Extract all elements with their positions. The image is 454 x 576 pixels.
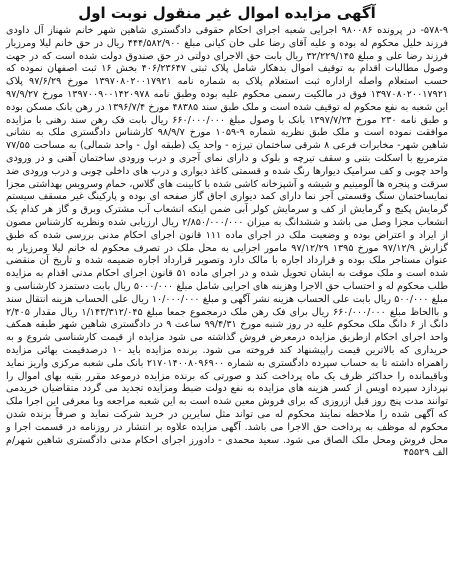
notice-title: آگهی مزایده اموال غیر منقول نوبت اول bbox=[78, 4, 376, 22]
notice-body: ۵۷۸-۹- در پرونده ۹۸۰۰۸۶ اجرایی شعبه اجرای احکام حقوقی دادگستری شاهین شهر خانم شهناز آل داودی فرزند خلیل محکوم له بوده و علیه آقای رضا علی خان کیانی مبلغ ۴۴۴/۵۸۲/۹۰۰ ریال در حق خانم لیلا ومرزیار فرزند رضا علی و مبلغ ۳۲/۲۲۹/۱۴۵ ریال بابت حق الاجرای دولتی در حق صندوق دولت شده است که در جهت وصول مطالبات اقدام به توقیف اموال بدهکار شامل پلاک ثبتی ۴۰۶/۲۳۶۴۷ بخش ۱۶ ثبت اصفهان نموده که حسب استعلام واصله ازاداره ثبت استعلام پلاک به شماره نامه ۱۳۹۷۰۸۰۲۰۰۱۷۹۲۱ مورخ ۹۷/۶/۲۹ پلاک ۱۳۹۷۰۸۰۲۰۰۱۷۹۲۱ فوق در مالکیت رسمی محکوم علیه بوده وطبق نامه ۱۳۹۷۰۰۹۰۰۱۴۲۰۹۷۸ مورخ ۹۷/۹/۲۷ این شعبه به نفع محکوم له توقیف شده است و ملک طبق سند ۴۸۳۸۵ مورخ ۱۳۹۶/۷/۴ در رهن بانک مسکن بوده و طبق نامه ۲۳۰ مورخ ۱۳۹۷/۷/۲۴ بانک با وصول مبلغ ۶۶۰/۰۰۰/۰۰۰ ریال بابت فک رهن سند رهنی با مزایده موافقت نموده است و ملک طبق نظریه شماره ۹-۱۰۵۹ مورخ ۹۸/۹/۷ کارشناس دادگستری ملک به نشانی شاهین شهر- مخابرات فرعی ۸ شرقی ساختمان تیرژه - واحد یک (طبقه اول - واحد شمالی) به مساحت ۷۷/۵۵ مترمربع با اسکلت بتنی و سقف تیرچه و بلوک و دارای نمای آجری و درب ورودی ساختمان آهنی و در ورودی واحد چوبی و کف سرامیک دیوارها رنگ شده و قسمتی کاغذ دیواری و درب های داخلی چوبی و درب ورودی ضد سرقت و پنجره ها آلومینیم و شیشه و آشپزخانه کاشی شده با کابینت های گلاس، حمام وسرویس بهداشتی مجزا نمایساختمان سنگ وقسمتی آجر نما دارای کمد دیواری اجاق گاز صفحه ای بوده و پارکینگ غیر مسقف سیستم گرمایش پکیج و گرمایش از کف و سرمایش کولر آبی ضمن اینکه انشعاب آب مشترک وبرق و گاز هر کدام یک انشعاب مجزا وصل می باشد و ششدانگ به میزان ۲/۸۵۰/۰۰۰/۰۰۰ ریال ارزیابی شده ونظریه کارشناس مصون از ایراد و اعتراض بوده و وضعیت ملک در اجرای ماده ۱۱۱ قانون اجرای احکام مدنی بررسی شده که طبق گزارش ۹۷/۱۲/۹ مورخ ۱۳۹۵ ۹۷/۱۲/۲۹ مامور اجرایی به محل ملک در تصرف محکوم له خانم لیلا ومرزیار به عنوان مستاجر ملک بوده و قرارداد اجاره با مالک دارد وتصویر قرارداد اجاره ضمیمه شده و تاریخ آن منقضی شده است و ملک موقت به ایشان تحویل شده و در اجرای ماده ۵۱ قانون اجرای احکام مدنی اقدام به مزایده طلب محکوم له و احتساب حق الاجرا وهزینه های اجرایی شامل مبلغ ۵۰۰۰/۰۰۰ ریال بابت دستمزد کارشناسی و مبلغ ۵۰۰/۰۰۰ ریال بابت علی الحساب هزینه نشر آگهی و مبلغ ۱۰/۰۰۰/۰۰۰ ریال علی الحساب هزینه انتقال سند و باالحاظ مبلغ ۶۶۰/۰۰۰/۰۰۰ ریال برای فک رهن ملک درمجموع جمعا مبلغ ۱/۱۴۳/۳۱۲/۰۴۵ ریال مقدار ۲/۴۰۵ دانگ از ۶ دانگ ملک محکوم علیه در روز شنبه مورخ ۹۹/۴/۳۱ ساعت ۹ در دادگستری شاهین شهر طبقه همکف واحد اجرای احکام ازطریق مزایده درمعرض فروش گذاشته می شود مزایده از قیمت کارشناسی شروع و به خریداری که بالاترین قیمت راپیشنهاد کند فروخته می شود. برنده مزایده باید ۱۰ درصدقیمت بهائی مزایده راهمراه داشته تا به حساب سپرده دادگستری به شماره ۲۱۷۰۱۴۰۰۸۰۹۶۹۰۰ بانک ملی شعبه مرکزی واریز نماید وباقیمانده را حداکثر ظرف یک ماه پرداخت کند و صورتی که برنده مزایده درموعد مقرر بقیه بهای اموال را نپردازد سپرده اویس از کسر هزینه های مزایده به نفع دولت ضبط ومزایده تجدید می گردد متقاضیان خریدمی توانند مدت پنج روز قبل ازروزی که برای فروش معین شده است به این شعبه مراجعه وبا معرفی این اجرا ملک که آگهی شده را ملاحظه نمایند محکوم له می تواند مثل سایرین در خرید شرکت نماید و صرفاً برنده شدن محکوم له موظف به پرداخت حق الاجرا می باشد. آگهی مزایده علاوه بر انتشار در روزنامه در قسمت اجرا و محل فروش ومحل ملک الصاق می شود. سعید محمدی - دادورز اجرای احکام مدنی دادگستری شاهین شهر/م الف ۴۵۵۲۹ bbox=[6, 25, 449, 459]
